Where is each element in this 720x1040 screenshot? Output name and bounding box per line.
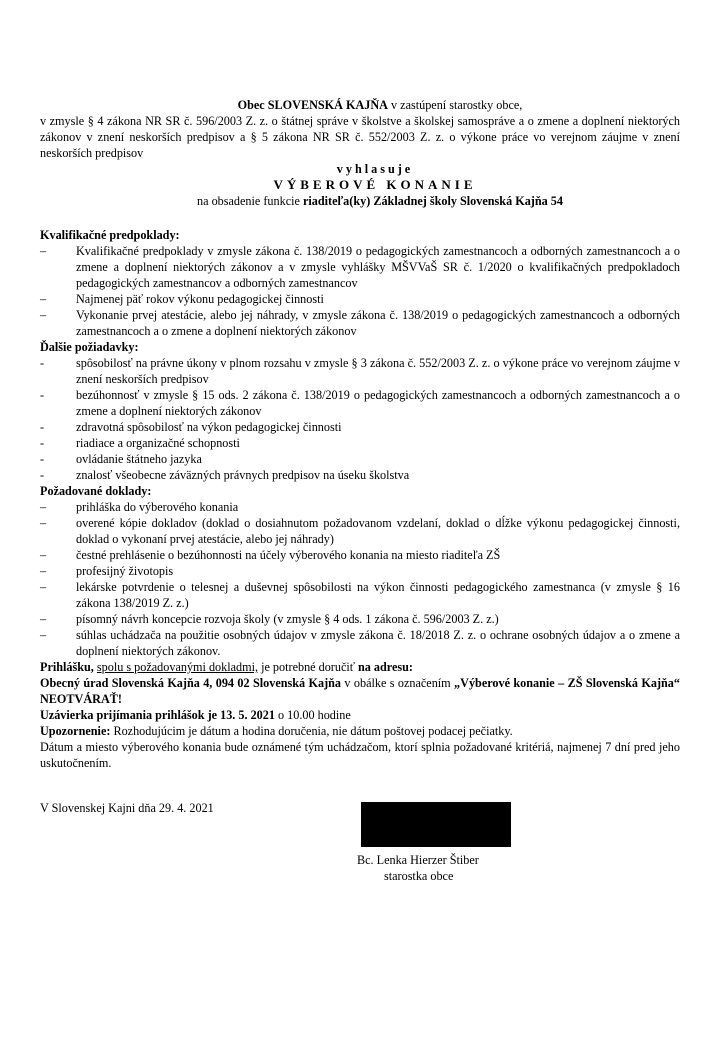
requirement-item (40, 387, 680, 419)
office-address: Obecný úrad Slovenská Kajňa 4, 094 02 Slovenská Kajňa (40, 676, 342, 690)
list-item-text: Najmenej päť rokov výkonu pedagogickej činnosti (76, 292, 324, 306)
requirement-item (40, 435, 680, 451)
list-item-text: čestné prehlásenie o bezúhonnosti na účely výberového konania na miesto riaditeľa ZŠ (76, 548, 501, 562)
requirement-item (40, 419, 680, 435)
list-item-text: ovládanie štátneho jazyka (76, 452, 202, 466)
bullet-dash-icon: - (40, 388, 45, 402)
submission-suffix: na adresu: (358, 660, 413, 674)
list-item-text: Kvalifikačné predpoklady v zmysle zákona č. 138/2019 o pedagogických zamestnancoch a odborných zamestnancoch a o zmene a doplnení niektorých zákonov a v zmysle vyhlášky MŠVVaŠ SR č. 1/2020 o kvalifikačných predpokladoch pedagogických zamestnancov a odborných zamestnancov (76, 244, 680, 290)
bullet-dash-icon: - (40, 452, 45, 466)
representation-text: v zastúpení starostky obce, (387, 98, 523, 112)
bullet-dash-icon: – (40, 548, 47, 562)
notice-label: Upozornenie: (40, 724, 111, 738)
bullet-dash-icon: – (40, 580, 47, 594)
position-name: riaditeľa(ky) Základnej školy Slovenská Kajňa 54 (302, 194, 563, 208)
document-title: VÝBEROVÉ KONANIE (273, 177, 477, 192)
list-item-text: lekárske potvrdenie o telesnej a duševnej spôsobilosti na výkon činnosti pedagogického zamestnanca (v zmysle § 16 zákona 138/2019 Z. z.) (76, 580, 680, 610)
bullet-dash-icon: - (40, 420, 45, 434)
submission-underlined: spolu s požadovanými dokladmi, (96, 660, 259, 674)
document-item (40, 499, 680, 515)
envelope-label: „Výberové konanie – ZŠ Slovenská Kajňa“ NEOTVÁRAŤ! (40, 676, 680, 706)
bullet-dash-icon: – (40, 628, 47, 642)
list-item-text: riadiace a organizačné schopnosti (76, 436, 240, 450)
redacted-signature (361, 802, 511, 847)
bullet-dash-icon: - (40, 468, 45, 482)
requirement-item (40, 355, 680, 387)
list-item-text: znalosť všeobecne záväzných právnych predpisov na úseku školstva (76, 468, 410, 482)
document-item (40, 563, 680, 579)
bullet-dash-icon: - (40, 356, 45, 370)
documents-heading: Požadované doklady: (40, 484, 152, 498)
other-requirements-list (40, 355, 680, 483)
bullet-dash-icon: – (40, 244, 47, 258)
bullet-dash-icon: – (40, 564, 47, 578)
bullet-dash-icon: - (40, 436, 45, 450)
document-page (40, 97, 680, 771)
qualification-item (40, 291, 680, 307)
bullet-dash-icon: – (40, 516, 47, 530)
document-item (40, 579, 680, 611)
info-text: Dátum a miesto výberového konania bude oznámené tým uchádzačom, ktorí splnia požadované kritériá, najmenej 7 dní pred jeho uskutočnením. (40, 740, 680, 770)
document-item (40, 515, 680, 547)
position-subtitle (40, 193, 680, 209)
qualifications-heading: Kvalifikačné predpoklady: (40, 228, 180, 242)
qualification-item (40, 243, 680, 291)
list-item-text: súhlas uchádzača na použitie osobných údajov v zmysle zákona č. 18/2018 Z. z. o ochrane osobných údajov a o zmene a doplnení niektorých zákonov. (76, 628, 680, 658)
list-item-text: prihláška do výberového konania (76, 500, 239, 514)
document-item (40, 611, 680, 627)
notice-text: Rozhodujúcim je dátum a hodina doručenia, nie dátum poštovej podacej pečiatky. (110, 724, 513, 738)
qualification-item (40, 307, 680, 339)
list-item-text: Vykonanie prvej atestácie, alebo jej náhrady, v zmysle zákona č. 138/2019 o pedagogických zamestnancoch a odborných zamestnancoch a o zmene a doplnení niektorých zákonov (76, 308, 680, 338)
submission-line (40, 659, 680, 675)
bullet-dash-icon: – (40, 612, 47, 626)
bullet-dash-icon: – (40, 308, 47, 322)
deadline-line (40, 707, 680, 723)
list-item-text: zdravotná spôsobilosť na výkon pedagogickej činnosti (76, 420, 342, 434)
signatory-role: starostka obce (384, 869, 454, 883)
legal-intro: v zmysle § 4 zákona NR SR č. 596/2003 Z. z. o štátnej správe v školstve a školskej samospráve a o zmene a doplnení niektorých zákonov v znení neskorších predpisov a § 5 zákona NR SR č. 552/2003 Z. z. o výkone práce vo verejnom záujme v znení neskorších predpisov (40, 114, 680, 160)
announces-label: vyhlasuje (336, 162, 414, 176)
deadline-date: Uzávierka prijímania prihlášok je 13. 5. 2021 (40, 708, 275, 722)
list-item-text: bezúhonnosť v zmysle § 15 ods. 2 zákona č. 138/2019 o pedagogických zamestnancoch a odborných zamestnancoch a o zmene a doplnení niektorých zákonov (76, 388, 680, 418)
bullet-dash-icon: – (40, 500, 47, 514)
document-item (40, 547, 680, 563)
list-item-text: profesijný životopis (76, 564, 174, 578)
header-line (40, 97, 680, 113)
documents-list (40, 499, 680, 659)
submission-middle: je potrebné doručiť (258, 660, 359, 674)
address-rest: v obálke s označením (341, 676, 455, 690)
bullet-dash-icon: – (40, 292, 47, 306)
subtitle-prefix: na obsadenie funkcie (197, 194, 303, 208)
signatory-name: Bc. Lenka Hierzer Štiber (357, 853, 479, 867)
list-item-text: overené kópie dokladov (doklad o dosiahnutom požadovanom vzdelaní, doklad o dĺžke výkonu pedagogickej činnosti, doklad o vykonaní prvej atestácie, alebo jej náhrady) (76, 516, 680, 546)
requirement-item (40, 451, 680, 467)
requirement-item (40, 467, 680, 483)
place-and-date: V Slovenskej Kajni dňa 29. 4. 2021 (40, 801, 214, 815)
list-item-text: písomný návrh koncepcie rozvoja školy (v zmysle § 4 ods. 1 zákona č. 596/2003 Z. z.) (76, 612, 499, 626)
municipality-name: Obec SLOVENSKÁ KAJŇA (237, 98, 388, 112)
deadline-time: o 10.00 hodine (274, 708, 351, 722)
submission-prefix: Prihlášku, (40, 660, 94, 674)
notice-line (40, 723, 680, 739)
document-item (40, 627, 680, 659)
qualifications-list (40, 243, 680, 339)
other-requirements-heading: Ďalšie požiadavky: (40, 340, 139, 354)
address-block (40, 675, 680, 707)
list-item-text: spôsobilosť na právne úkony v plnom rozsahu v zmysle § 3 zákona č. 552/2003 Z. z. o výkone práce vo verejnom záujme v znení neskorších predpisov (76, 356, 680, 386)
